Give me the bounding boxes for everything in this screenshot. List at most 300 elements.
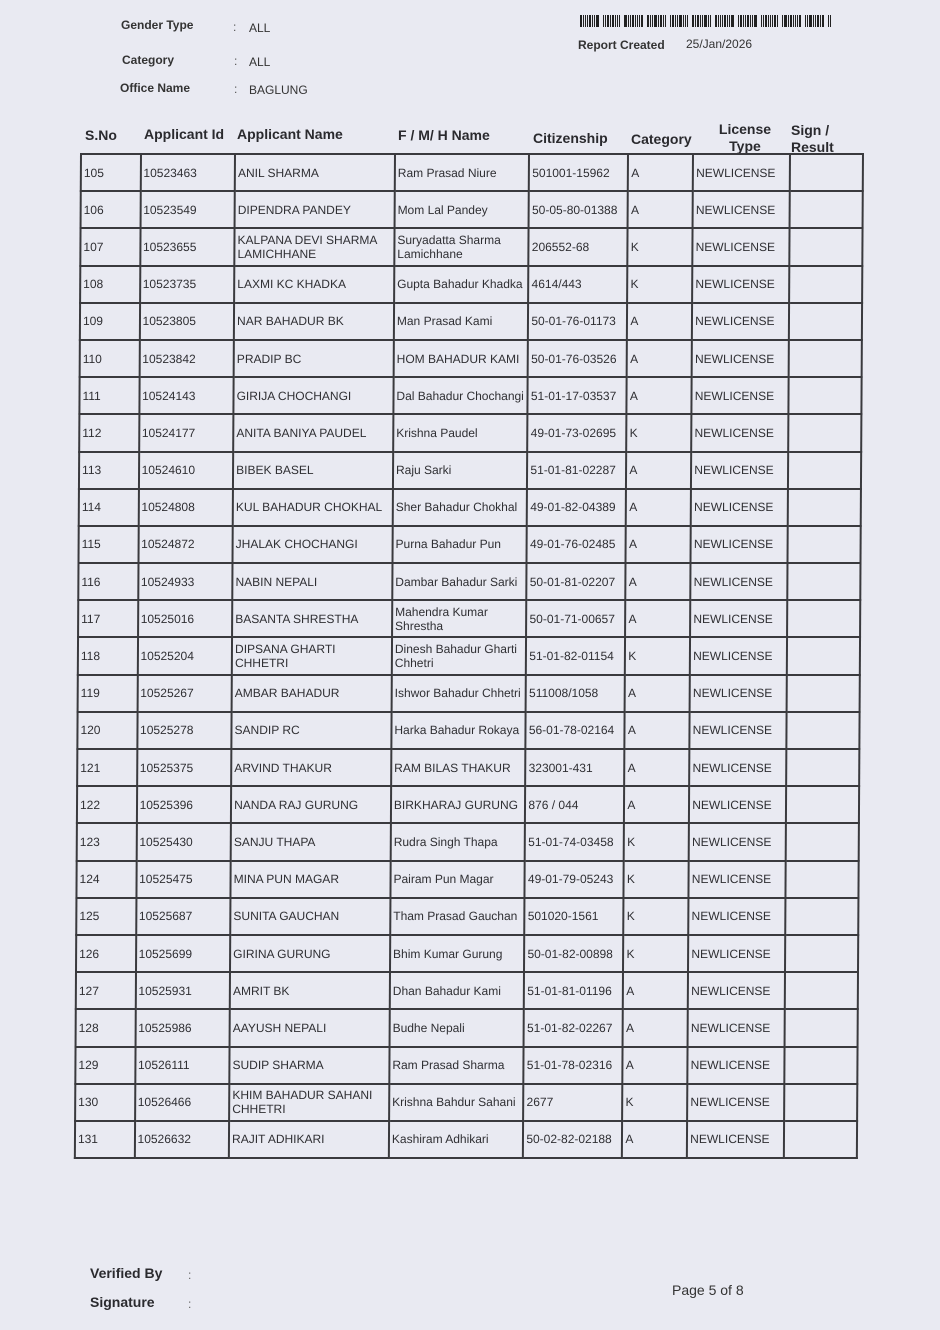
cell-applicant-id: 10525375	[137, 749, 232, 786]
cell-sign-result[interactable]	[789, 266, 862, 303]
cell-license-type: NEWLICENSE	[688, 1009, 785, 1046]
barcode-bar	[594, 15, 595, 27]
barcode-bar	[828, 15, 829, 27]
cell-fmh-name: Ram Prasad Sharma	[389, 1047, 524, 1084]
cell-sign-result[interactable]	[790, 154, 863, 191]
barcode-bar	[763, 15, 764, 27]
table-row	[81, 154, 863, 191]
header-citizenship: Citizenship	[533, 130, 608, 146]
barcode-bar	[750, 15, 751, 27]
cell-category: A	[625, 600, 690, 637]
cell-category: A	[625, 749, 690, 786]
barcode-bar	[663, 15, 664, 27]
cell-applicant-id: 10525931	[135, 972, 230, 1009]
barcode-bar	[677, 15, 678, 27]
cell-applicant-name: KUL BAHADUR CHOKHAL	[233, 489, 393, 526]
cell-sno: 128	[76, 1009, 136, 1046]
barcode-bar	[718, 15, 719, 27]
cell-category: A	[626, 452, 691, 489]
cell-sign-result[interactable]	[788, 340, 861, 377]
barcode-bar	[807, 15, 808, 27]
barcode-bar	[592, 15, 593, 27]
cell-category: A	[623, 1047, 688, 1084]
cell-sign-result[interactable]	[787, 600, 860, 637]
cell-applicant-id: 10525396	[136, 786, 231, 823]
cell-applicant-name: SUNITA GAUCHAN	[230, 898, 390, 935]
cell-category: K	[624, 898, 689, 935]
barcode-bar	[683, 15, 684, 27]
cell-category: K	[627, 414, 692, 451]
header-license-type	[712, 121, 778, 155]
barcode-bar	[630, 15, 631, 27]
barcode-bar	[727, 15, 728, 27]
cell-category: K	[628, 228, 693, 265]
barcode-bar	[697, 15, 699, 27]
cell-sign-result[interactable]	[784, 1047, 857, 1084]
office-name-value: BAGLUNG	[249, 83, 308, 97]
cell-applicant-id: 10525430	[136, 823, 231, 860]
table-row	[76, 1009, 858, 1046]
barcode-bar	[585, 15, 586, 27]
table-row	[80, 266, 862, 303]
barcode-bar	[665, 15, 666, 27]
cell-fmh-name: Krishna Bahdur Sahani	[389, 1084, 524, 1121]
cell-applicant-name: ANITA BANIYA PAUDEL	[233, 414, 393, 451]
barcode-bar	[710, 15, 711, 27]
barcode-bar	[784, 15, 787, 27]
gender-type-separator: :	[233, 20, 237, 34]
table-row	[77, 712, 859, 749]
cell-fmh-name: Purna Bahadur Pun	[392, 526, 527, 563]
cell-sno: 126	[76, 935, 136, 972]
cell-applicant-id: 10523463	[140, 154, 235, 191]
barcode-bar	[654, 15, 657, 27]
cell-applicant-name: GIRINA GURUNG	[230, 935, 390, 972]
applicant-table	[74, 153, 864, 1159]
cell-license-type: NEWLICENSE	[691, 489, 788, 526]
cell-sign-result[interactable]	[785, 972, 858, 1009]
cell-citizenship: 323001-431	[526, 749, 625, 786]
barcode-bar	[774, 15, 776, 27]
barcode-bar	[615, 15, 616, 27]
cell-category: A	[623, 972, 688, 1009]
cell-citizenship: 501020-1561	[525, 898, 624, 935]
barcode-bar	[702, 15, 703, 27]
barcode-bar	[715, 15, 717, 27]
cell-license-type: NEWLICENSE	[690, 675, 787, 712]
cell-applicant-name: ARVIND THAKUR	[231, 749, 391, 786]
cell-citizenship: 50-05-80-01388	[529, 191, 628, 228]
header-sno: S.No	[85, 127, 117, 143]
barcode-bar	[580, 15, 582, 27]
cell-applicant-id: 10523805	[139, 303, 234, 340]
cell-sno: 108	[80, 266, 140, 303]
barcode-bar	[805, 15, 806, 27]
cell-sign-result[interactable]	[784, 1009, 857, 1046]
cell-applicant-id: 10526111	[135, 1047, 230, 1084]
cell-citizenship: 56-01-78-02164	[526, 712, 625, 749]
cell-applicant-id: 10524933	[138, 563, 233, 600]
barcode-bar	[820, 15, 821, 27]
cell-license-type: NEWLICENSE	[690, 712, 787, 749]
cell-sno: 123	[77, 823, 137, 860]
barcode-bar	[589, 15, 591, 27]
cell-sign-result[interactable]	[784, 1121, 857, 1158]
category-separator: :	[234, 54, 238, 68]
cell-fmh-name: Budhe Nepali	[389, 1009, 524, 1046]
cell-license-type: NEWLICENSE	[688, 898, 785, 935]
verified-by-label: Verified By	[90, 1265, 163, 1281]
header-sign-result	[791, 122, 834, 156]
cell-license-type: NEWLICENSE	[688, 935, 785, 972]
cell-fmh-name: Suryadatta Sharma Lamichhane	[394, 228, 529, 265]
cell-citizenship: 50-01-76-03526	[528, 340, 627, 377]
cell-sno: 118	[78, 637, 138, 674]
cell-category: K	[622, 1084, 687, 1121]
cell-sno: 115	[78, 526, 138, 563]
cell-fmh-name: Dinesh Bahadur Gharti Chhetri	[392, 637, 527, 674]
cell-applicant-name: NANDA RAJ GURUNG	[231, 786, 391, 823]
cell-fmh-name: Man Prasad Kami	[394, 303, 529, 340]
cell-citizenship: 51-01-74-03458	[525, 823, 624, 860]
barcode-bar	[641, 15, 643, 27]
cell-applicant-id: 10525687	[136, 898, 231, 935]
header-applicant-id: Applicant Id	[144, 126, 225, 142]
barcode-bar	[610, 15, 611, 27]
barcode-bar	[722, 15, 723, 27]
cell-sno: 116	[78, 563, 138, 600]
table-row	[75, 1084, 857, 1121]
signature-separator: :	[188, 1297, 192, 1311]
barcode-bar	[679, 15, 682, 27]
table-row	[80, 303, 862, 340]
cell-applicant-id: 10524872	[138, 526, 233, 563]
header-sign-result-line1: Sign /	[791, 122, 830, 138]
barcode-bar	[704, 15, 707, 27]
cell-category: K	[624, 861, 689, 898]
barcode-bar	[788, 15, 789, 27]
barcode-bar	[685, 15, 686, 27]
cell-citizenship: 51-01-78-02316	[524, 1047, 623, 1084]
header-sign-result-line2: Result	[791, 139, 834, 155]
cell-sno: 125	[76, 898, 136, 935]
cell-license-type: NEWLICENSE	[693, 228, 790, 265]
category-value: ALL	[249, 55, 271, 69]
barcode-bar	[817, 15, 819, 27]
cell-sign-result[interactable]	[787, 563, 860, 600]
cell-sign-result[interactable]	[785, 935, 858, 972]
cell-applicant-name: SANJU THAPA	[231, 823, 391, 860]
barcode-bar	[650, 15, 651, 27]
cell-category: A	[625, 675, 690, 712]
cell-license-type: NEWLICENSE	[689, 861, 786, 898]
cell-citizenship: 4614/443	[528, 266, 627, 303]
cell-category: K	[623, 935, 688, 972]
cell-fmh-name: Harka Bahadur Rokaya	[391, 712, 526, 749]
table-row	[77, 823, 859, 860]
table-row	[79, 414, 861, 451]
cell-sign-result[interactable]	[786, 712, 859, 749]
cell-citizenship: 2677	[523, 1084, 622, 1121]
cell-category: A	[627, 340, 692, 377]
cell-fmh-name: HOM BAHADUR KAMI	[394, 340, 529, 377]
cell-applicant-id: 10524610	[139, 452, 234, 489]
cell-category: A	[626, 563, 691, 600]
cell-sign-result[interactable]	[786, 749, 859, 786]
cell-applicant-name: RAJIT ADHIKARI	[229, 1121, 389, 1158]
cell-citizenship: 49-01-76-02485	[527, 526, 626, 563]
barcode-bar	[745, 15, 746, 27]
cell-citizenship: 876 / 044	[525, 786, 624, 823]
barcode-bar	[658, 15, 659, 27]
table-row	[76, 861, 858, 898]
cell-citizenship: 49-01-79-05243	[525, 861, 624, 898]
cell-applicant-name: SUDIP SHARMA	[229, 1047, 389, 1084]
cell-applicant-id: 10523842	[139, 340, 234, 377]
barcode-bar	[809, 15, 812, 27]
barcode-bar	[830, 15, 831, 27]
cell-sno: 120	[77, 712, 137, 749]
cell-applicant-id: 10525016	[138, 600, 233, 637]
cell-category: A	[628, 154, 693, 191]
cell-sign-result[interactable]	[784, 1084, 857, 1121]
cell-applicant-name: DIPENDRA PANDEY	[235, 191, 395, 228]
cell-applicant-id: 10525699	[136, 935, 231, 972]
cell-fmh-name: Raju Sarki	[393, 452, 528, 489]
cell-applicant-id: 10524808	[138, 489, 233, 526]
barcode-bar	[612, 15, 614, 27]
table-row	[78, 563, 860, 600]
cell-fmh-name: Pairam Pun Magar	[390, 861, 525, 898]
barcode-bar	[754, 15, 757, 27]
barcode-bar	[790, 15, 792, 27]
cell-sno: 131	[75, 1121, 135, 1158]
cell-applicant-id: 10525986	[135, 1009, 230, 1046]
verified-by-separator: :	[188, 1268, 192, 1282]
barcode-bar	[624, 15, 627, 27]
cell-sign-result[interactable]	[785, 861, 858, 898]
barcode-bar	[793, 15, 794, 27]
cell-category: A	[627, 303, 692, 340]
cell-applicant-name: SANDIP RC	[231, 712, 391, 749]
barcode-bar	[672, 15, 674, 27]
barcode-bar	[652, 15, 653, 27]
cell-applicant-id: 10524177	[139, 414, 234, 451]
cell-applicant-id: 10523655	[140, 228, 235, 265]
cell-license-type: NEWLICENSE	[690, 637, 787, 674]
cell-sno: 121	[77, 749, 137, 786]
table-row	[80, 228, 862, 265]
barcode-bar	[813, 15, 814, 27]
cell-category: A	[627, 377, 692, 414]
barcode-bar	[617, 15, 618, 27]
cell-license-type: NEWLICENSE	[688, 1047, 785, 1084]
cell-sign-result[interactable]	[787, 637, 860, 674]
report-created-label: Report Created	[578, 38, 665, 52]
cell-applicant-id: 10525267	[137, 675, 232, 712]
table-row	[79, 489, 861, 526]
cell-fmh-name: Mom Lal Pandey	[394, 191, 529, 228]
cell-sign-result[interactable]	[789, 228, 862, 265]
cell-applicant-name: LAXMI KC KHADKA	[234, 266, 394, 303]
gender-type-value: ALL	[249, 21, 271, 35]
cell-fmh-name: Gupta Bahadur Khadka	[394, 266, 529, 303]
cell-sign-result[interactable]	[786, 675, 859, 712]
cell-sno: 124	[76, 861, 136, 898]
cell-sign-result[interactable]	[787, 526, 860, 563]
cell-sno: 111	[79, 377, 139, 414]
cell-citizenship: 50-02-82-02188	[523, 1121, 622, 1158]
table-row	[79, 452, 861, 489]
cell-applicant-name: BASANTA SHRESTHA	[232, 600, 392, 637]
cell-license-type: NEWLICENSE	[689, 749, 786, 786]
barcode-bar	[603, 15, 604, 27]
cell-license-type: NEWLICENSE	[692, 340, 789, 377]
cell-license-type: NEWLICENSE	[689, 786, 786, 823]
cell-license-type: NEWLICENSE	[692, 303, 789, 340]
table-row	[76, 935, 858, 972]
cell-license-type: NEWLICENSE	[693, 191, 790, 228]
cell-fmh-name: Bhim Kumar Gurung	[390, 935, 525, 972]
cell-sign-result[interactable]	[789, 191, 862, 228]
table-row	[79, 377, 861, 414]
cell-sno: 107	[80, 228, 140, 265]
header-category: Category	[631, 131, 692, 147]
cell-applicant-name: PRADIP BC	[234, 340, 394, 377]
cell-category: A	[626, 526, 691, 563]
barcode-bar	[692, 15, 694, 27]
cell-citizenship: 501001-15962	[529, 154, 628, 191]
cell-sno: 109	[80, 303, 140, 340]
cell-category: K	[625, 637, 690, 674]
barcode-bar	[596, 15, 599, 27]
cell-citizenship: 51-01-82-01154	[526, 637, 625, 674]
cell-applicant-id: 10523549	[140, 191, 235, 228]
cell-citizenship: 51-01-81-01196	[524, 972, 623, 1009]
category-label: Category	[122, 53, 175, 67]
cell-category: A	[626, 489, 691, 526]
cell-citizenship: 50-01-81-02207	[527, 563, 626, 600]
cell-license-type: NEWLICENSE	[691, 452, 788, 489]
barcode-bar	[724, 15, 726, 27]
cell-license-type: NEWLICENSE	[691, 563, 788, 600]
barcode-bar	[720, 15, 721, 27]
barcode-bar	[619, 15, 620, 27]
table-row	[80, 340, 862, 377]
cell-sno: 114	[79, 489, 139, 526]
cell-license-type: NEWLICENSE	[691, 526, 788, 563]
cell-fmh-name: Kashiram Adhikari	[389, 1121, 524, 1158]
cell-sign-result[interactable]	[788, 414, 861, 451]
cell-sno: 122	[77, 786, 137, 823]
barcode-bar	[647, 15, 649, 27]
cell-sno: 117	[78, 600, 138, 637]
barcode-bar	[731, 15, 734, 27]
page-number: Page 5 of 8	[672, 1282, 744, 1298]
cell-sign-result[interactable]	[785, 823, 858, 860]
cell-fmh-name: Ishwor Bahadur Chhetri	[392, 675, 527, 712]
barcode-bar	[743, 15, 744, 27]
table-row	[76, 972, 858, 1009]
cell-citizenship: 206552-68	[529, 228, 628, 265]
barcode-bar	[660, 15, 662, 27]
table-row	[78, 526, 860, 563]
cell-applicant-name: KALPANA DEVI SHARMA LAMICHHANE	[234, 228, 394, 265]
cell-license-type: NEWLICENSE	[691, 414, 788, 451]
cell-fmh-name: BIRKHARAJ GURUNG	[391, 786, 526, 823]
cell-fmh-name: Rudra Singh Thapa	[391, 823, 526, 860]
cell-citizenship: 51-01-82-02267	[524, 1009, 623, 1046]
cell-sign-result[interactable]	[789, 303, 862, 340]
cell-sno: 113	[79, 452, 139, 489]
barcode-bar	[637, 15, 638, 27]
barcode-bar	[607, 15, 609, 27]
barcode-bar	[639, 15, 640, 27]
report-created-value: 25/Jan/2026	[686, 37, 753, 51]
cell-license-type: NEWLICENSE	[687, 1084, 784, 1121]
cell-fmh-name: Sher Bahadur Chokhal	[393, 489, 528, 526]
barcode-bar	[635, 15, 636, 27]
cell-fmh-name: RAM BILAS THAKUR	[391, 749, 526, 786]
cell-fmh-name: Krishna Paudel	[393, 414, 528, 451]
header-license-type-line1: License	[718, 121, 772, 137]
header-applicant-name: Applicant Name	[237, 126, 343, 142]
barcode-icon	[580, 15, 830, 27]
table-row	[78, 637, 860, 674]
cell-sno: 105	[81, 154, 141, 191]
gender-type-label: Gender Type	[121, 18, 194, 32]
cell-sign-result[interactable]	[785, 898, 858, 935]
barcode-bar	[740, 15, 742, 27]
cell-applicant-name: NAR BAHADUR BK	[234, 303, 394, 340]
cell-applicant-id: 10525475	[136, 861, 231, 898]
cell-applicant-name: JHALAK CHOCHANGI	[233, 526, 393, 563]
cell-sign-result[interactable]	[786, 786, 859, 823]
cell-citizenship: 51-01-81-02287	[527, 452, 626, 489]
barcode-bar	[605, 15, 606, 27]
cell-sign-result[interactable]	[788, 377, 861, 414]
cell-license-type: NEWLICENSE	[692, 377, 789, 414]
table-row	[78, 600, 860, 637]
cell-applicant-id: 10523735	[140, 266, 235, 303]
barcode-bar	[700, 15, 701, 27]
barcode-bar	[632, 15, 634, 27]
barcode-bar	[772, 15, 773, 27]
table-row	[75, 1047, 857, 1084]
barcode-bar	[782, 15, 783, 27]
cell-license-type: NEWLICENSE	[690, 600, 787, 637]
cell-applicant-name: ANIL SHARMA	[235, 154, 395, 191]
cell-category: A	[622, 1121, 687, 1158]
barcode-bar	[747, 15, 749, 27]
cell-citizenship: 50-01-82-00898	[524, 935, 623, 972]
cell-applicant-id: 10526466	[135, 1084, 230, 1121]
cell-sign-result[interactable]	[787, 489, 860, 526]
cell-sign-result[interactable]	[788, 452, 861, 489]
cell-fmh-name: Tham Prasad Gauchan	[390, 898, 525, 935]
table-row	[77, 786, 859, 823]
cell-category: A	[623, 1009, 688, 1046]
table-row	[78, 675, 860, 712]
cell-applicant-name: KHIM BAHADUR SAHANI CHHETRI	[229, 1084, 389, 1121]
barcode-bar	[768, 15, 769, 27]
table-row	[81, 191, 863, 228]
table-row	[75, 1121, 857, 1158]
cell-applicant-name: AMRIT BK	[230, 972, 390, 1009]
barcode-bar	[815, 15, 816, 27]
cell-citizenship: 50-01-76-01173	[528, 303, 627, 340]
barcode-bar	[628, 15, 629, 27]
